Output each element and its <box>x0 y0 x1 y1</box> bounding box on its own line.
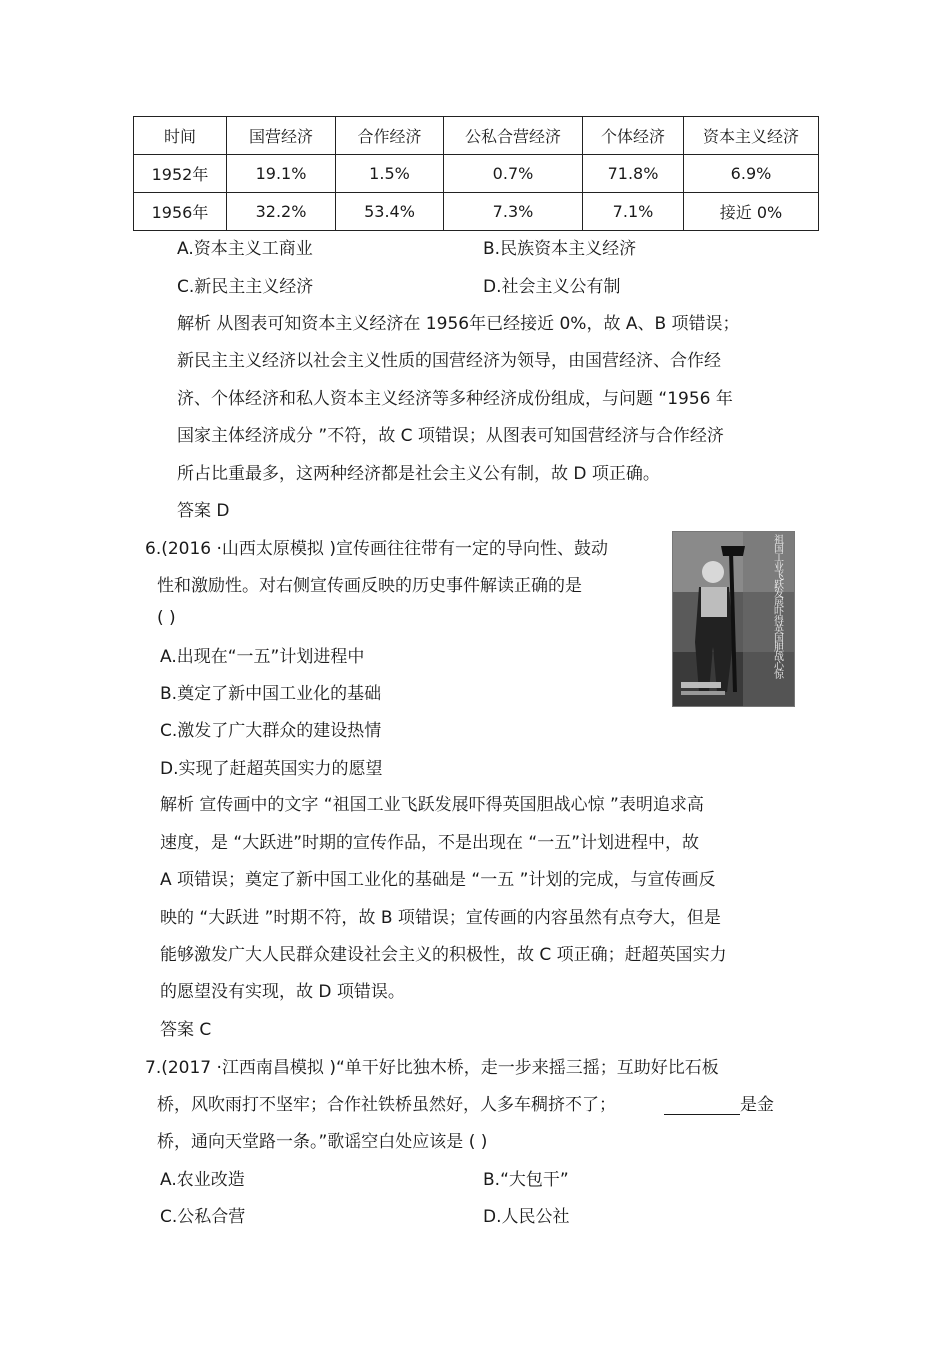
q6-answer: 答案 C <box>160 1020 212 1040</box>
q5-analysis-line: 解析 从图表可知资本主义经济在 1956年已经接近 0%，故 A、B 项错误； <box>177 314 740 334</box>
table-header-cell: 资本主义经济 <box>684 117 819 155</box>
q7-stem: 桥，通向天堂路一条。”歌谣空白处应该是 ( ) <box>157 1132 488 1152</box>
table-header-cell: 合作经济 <box>336 117 444 155</box>
table-cell: 53.4% <box>336 193 444 231</box>
q7-stem-part: 是金 <box>740 1095 774 1115</box>
q7-option-d: D.人民公社 <box>483 1207 570 1227</box>
table-row <box>134 155 819 193</box>
q7-stem <box>157 1090 774 1115</box>
q5-option-d: D.社会主义公有制 <box>483 277 621 297</box>
table-header-row <box>134 117 819 155</box>
q6-analysis-line: 能够激发广大人民群众建设社会主义的积极性，故 C 项正确；赶超英国实力 <box>160 945 727 965</box>
q6-option-a: A.出现在“一五”计划进程中 <box>160 647 365 667</box>
table-cell: 6.9% <box>684 155 819 193</box>
economy-table <box>133 116 819 231</box>
q6-option-b: B.奠定了新中国工业化的基础 <box>160 684 382 704</box>
table-cell: 0.7% <box>444 155 583 193</box>
q5-analysis-line: 济、个体经济和私人资本主义经济等多种经济成份组成，与问题 “1956 年 <box>177 389 733 409</box>
q6-stem: 性和激励性。对右侧宣传画反映的历史事件解读正确的是 <box>157 576 582 596</box>
q5-analysis-line: 国家主体经济成分 ”不符，故 C 项错误；从图表可知国营经济与合作经济 <box>177 426 724 446</box>
table-cell: 71.8% <box>583 155 684 193</box>
q7-option-c: C.公私合营 <box>160 1207 246 1227</box>
q6-option-d: D.实现了赶超英国实力的愿望 <box>160 759 383 779</box>
table-header-cell: 公私合营经济 <box>444 117 583 155</box>
table-cell: 7.1% <box>583 193 684 231</box>
q6-analysis-line: 解析 宣传画中的文字 “祖国工业飞跃发展吓得英国胆战心惊 ”表明追求高 <box>160 795 704 815</box>
table-header-cell: 个体经济 <box>583 117 684 155</box>
table-cell: 1.5% <box>336 155 444 193</box>
q6-analysis-line: A 项错误；奠定了新中国工业化的基础是 “一五 ”计划的完成，与宣传画反 <box>160 870 716 890</box>
q6-analysis-line: 速度，是 “大跃进”时期的宣传作品，不是出现在 “一五”计划进程中，故 <box>160 833 700 853</box>
table-header-cell: 时间 <box>134 117 227 155</box>
q5-option-a: A.资本主义工商业 <box>177 239 313 259</box>
table-cell: 32.2% <box>227 193 336 231</box>
q6-analysis-line: 的愿望没有实现，故 D 项错误。 <box>160 982 405 1002</box>
q6-answer-paren: ( ) <box>157 608 176 628</box>
q5-analysis-line: 新民主主义经济以社会主义性质的国营经济为领导，由国营经济、合作经 <box>177 351 721 371</box>
q7-fill-blank <box>664 1096 740 1115</box>
q7-option-a: A.农业改造 <box>160 1170 245 1190</box>
q5-analysis-line: 所占比重最多，这两种经济都是社会主义公有制，故 D 项正确。 <box>177 464 660 484</box>
q7-stem: 7.(2017 ·江西南昌模拟 )“单干好比独木桥，走一步来摇三摇；互助好比石板 <box>145 1058 719 1078</box>
table-cell: 1952年 <box>134 155 227 193</box>
table-cell: 19.1% <box>227 155 336 193</box>
q6-option-c: C.激发了广大群众的建设热情 <box>160 721 382 741</box>
table-cell: 1956年 <box>134 193 227 231</box>
q6-analysis-line: 映的 “大跃进 ”时期不符，故 B 项错误；宣传画的内容虽然有点夸大，但是 <box>160 908 721 928</box>
q5-option-b: B.民族资本主义经济 <box>483 239 637 259</box>
table-cell: 接近 0% <box>684 193 819 231</box>
propaganda-poster-image <box>672 531 795 707</box>
poster-caption: 祖国工业飞跃发展吓得英国胆战心惊 <box>774 535 784 681</box>
table-cell: 7.3% <box>444 193 583 231</box>
q5-answer: 答案 D <box>177 501 230 521</box>
q6-stem: 6.(2016 ·山西太原模拟 )宣传画往往带有一定的导向性、鼓动 <box>145 539 608 559</box>
q7-stem-part: 桥，风吹雨打不坚牢；合作社铁桥虽然好，人多车稠挤不了； <box>157 1095 616 1115</box>
table-row <box>134 193 819 231</box>
q5-option-c: C.新民主主义经济 <box>177 277 314 297</box>
q7-option-b: B.“大包干” <box>483 1170 569 1190</box>
table-header-cell: 国营经济 <box>227 117 336 155</box>
